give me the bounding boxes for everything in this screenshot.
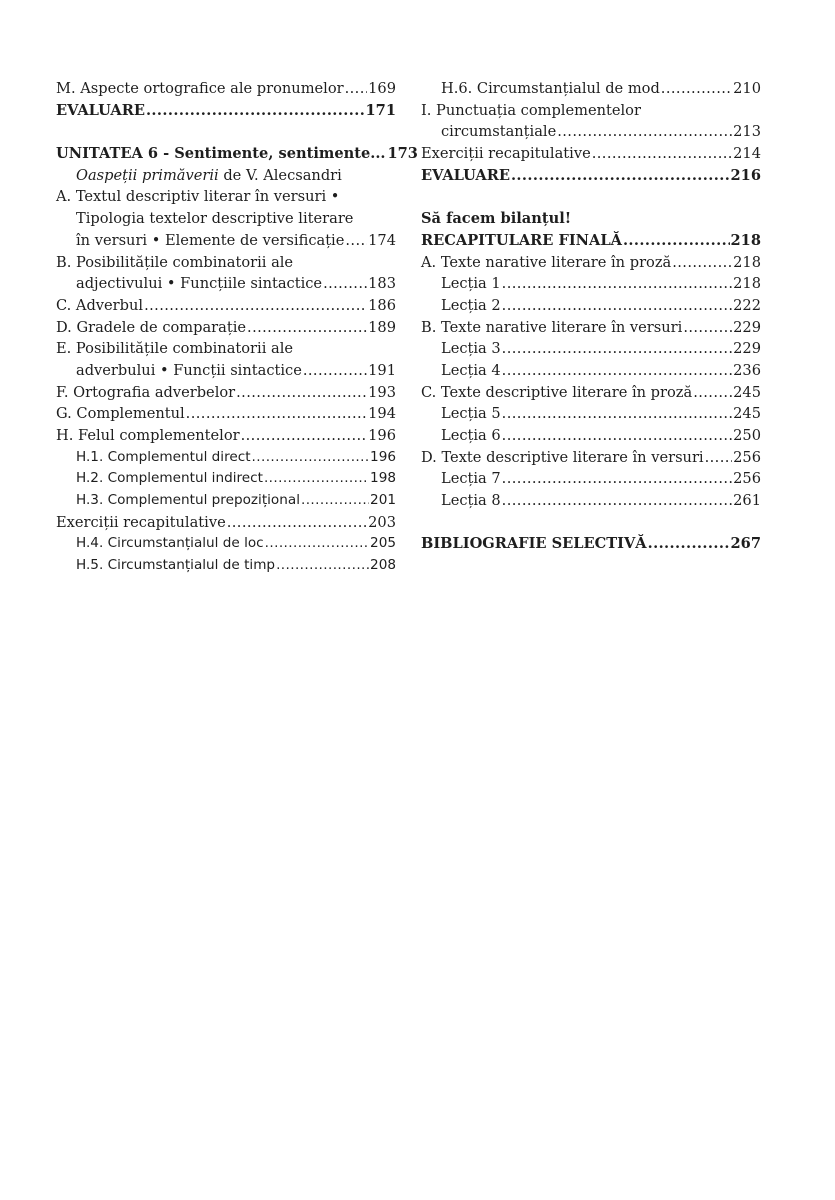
entry-page: 245 — [733, 383, 761, 401]
entry-title: H.6. Circumstanțialul de mod — [441, 80, 660, 97]
entry-page: 218 — [730, 231, 761, 249]
toc-entry — [421, 78, 761, 100]
entry-title: H.4. Circumstanțialul de loc — [76, 535, 264, 552]
entry-title: Lecția 6 — [441, 427, 501, 444]
entry-page: 245 — [733, 405, 761, 423]
entry-page: 261 — [733, 492, 761, 510]
entry-title: C. Texte descriptive literare în proză — [421, 383, 693, 401]
entry-page: 183 — [368, 275, 396, 293]
entry-page: 250 — [733, 427, 761, 444]
toc-entry — [421, 317, 761, 339]
entry-title: C. Adverbul — [56, 296, 144, 314]
toc-entry — [421, 468, 761, 490]
toc-entry — [421, 338, 761, 360]
entry-title: H.2. Complementul indirect — [76, 470, 263, 487]
entry-page: 208 — [370, 557, 396, 574]
entry-title: H.1. Complementul direct — [76, 448, 251, 465]
entry-title: Lecția 8 — [441, 492, 501, 510]
entry-page: 169 — [368, 80, 396, 97]
toc-entry — [421, 490, 761, 512]
entry-page: 236 — [733, 361, 761, 379]
toc-entry: A. Textul descriptiv literar în versuri • — [56, 188, 340, 206]
toc-entry — [56, 295, 396, 317]
toc-entry — [56, 78, 396, 100]
entry-title: EVALUARE — [56, 101, 145, 119]
entry-title: Lecția 4 — [441, 361, 501, 379]
entry-title: adjectivului • Funcțiile sintactice — [76, 275, 323, 293]
poem-title: Oaspeții primăverii — [76, 166, 219, 184]
entry-title: A. Texte narative literare în proză — [421, 253, 672, 271]
entry-page: 267 — [730, 535, 761, 553]
toc-entry — [56, 447, 396, 469]
toc-entry — [421, 252, 761, 274]
toc-entry — [56, 317, 396, 339]
entry-title: Exerciții recapitulative — [56, 513, 226, 531]
entry-page: 210 — [733, 80, 761, 97]
entry-page: 214 — [733, 145, 761, 163]
entry-title: BIBLIOGRAFIE SELECTIVĂ — [421, 535, 647, 553]
toc-entry — [56, 273, 396, 295]
entry-page: 229 — [733, 340, 761, 358]
entry-page: 171 — [365, 101, 396, 119]
entry-title: D. Texte descriptive literare în versuri — [421, 448, 704, 466]
toc-entry — [56, 425, 396, 447]
entry-title: Lecția 2 — [441, 296, 501, 314]
entry-title: Lecția 5 — [441, 405, 501, 423]
toc-entry — [56, 512, 396, 534]
toc-entry — [421, 273, 761, 295]
toc-entry — [421, 403, 761, 425]
entry-page: 189 — [368, 318, 396, 336]
entry-title: EVALUARE — [421, 166, 510, 184]
entry-title: Lecția 1 — [441, 275, 501, 293]
toc-entry — [56, 360, 396, 382]
entry-page: 174 — [368, 231, 396, 249]
toc-right-column — [421, 78, 761, 555]
entry-title: în versuri • Elemente de versificație — [76, 231, 345, 249]
entry-page: 222 — [733, 296, 761, 314]
entry-title: Exerciții recapitulative — [421, 145, 591, 163]
toc-entry: I. Punctuația complementelor — [421, 101, 641, 119]
poem-subtitle — [56, 165, 396, 187]
toc-left-column — [56, 78, 418, 577]
toc-entry — [421, 533, 761, 555]
toc-entry — [421, 295, 761, 317]
toc-entry — [56, 490, 396, 512]
entry-title: D. Gradele de comparație — [56, 318, 247, 336]
toc-entry — [421, 382, 761, 404]
toc-entry: Tipologia textelor descriptive literare — [76, 210, 354, 228]
entry-page: 216 — [730, 166, 761, 184]
section-heading: Să facem bilanțul! — [421, 210, 572, 228]
toc-entry — [421, 447, 761, 469]
entry-page: 213 — [733, 123, 761, 141]
entry-title: circumstanțiale — [441, 123, 557, 141]
entry-page: 256 — [733, 448, 761, 466]
toc-entry — [421, 121, 761, 143]
toc-entry — [56, 533, 396, 555]
entry-page: 194 — [368, 405, 396, 423]
entry-page: 173 — [387, 145, 418, 163]
entry-page: 218 — [733, 253, 761, 271]
toc-entry — [56, 403, 396, 425]
entry-title: B. Texte narative literare în versuri — [421, 318, 683, 336]
poem-author: de V. Alecsandri — [218, 166, 342, 184]
entry-page: 256 — [733, 470, 761, 488]
entry-page: 191 — [368, 361, 396, 379]
entry-page: 201 — [370, 492, 396, 509]
toc-entry — [421, 165, 761, 187]
entry-title: RECAPITULARE FINALĂ — [421, 231, 622, 249]
entry-page: 193 — [368, 383, 396, 401]
toc-entry — [56, 230, 396, 252]
entry-title: F. Ortografia adverbelor — [56, 383, 236, 401]
toc-entry: B. Posibilitățile combinatorii ale — [56, 253, 294, 271]
entry-title: Lecția 7 — [441, 470, 501, 488]
entry-title: UNITATEA 6 - Sentimente, sentimente... — [56, 145, 386, 163]
entry-title: H.5. Circumstanțialul de timp — [76, 557, 276, 574]
entry-page: 186 — [368, 296, 396, 314]
entry-page: 218 — [733, 275, 761, 293]
entry-title: H.3. Complementul prepozițional — [76, 492, 300, 509]
entry-page: 196 — [370, 448, 396, 465]
entry-title: G. Complementul — [56, 405, 185, 423]
toc-entry: E. Posibilitățile combinatorii ale — [56, 340, 293, 358]
entry-page: 229 — [733, 318, 761, 336]
toc-entry — [421, 360, 761, 382]
entry-page: 203 — [368, 513, 396, 531]
entry-title: H. Felul complementelor — [56, 427, 240, 444]
entry-title: adverbului • Funcții sintactice — [76, 361, 302, 379]
toc-entry — [56, 555, 396, 577]
toc-entry — [421, 143, 761, 165]
entry-page: 198 — [370, 470, 396, 487]
entry-page: 205 — [370, 535, 396, 552]
entry-title: M. Aspecte ortografice ale pronumelor — [56, 80, 344, 97]
entry-page: 196 — [368, 427, 396, 444]
toc-entry — [56, 100, 396, 122]
toc-entry — [421, 425, 761, 447]
toc-entry — [421, 230, 761, 252]
unit-heading — [56, 143, 418, 165]
toc-entry — [56, 382, 396, 404]
toc-entry — [56, 468, 396, 490]
entry-title: Lecția 3 — [441, 340, 501, 358]
